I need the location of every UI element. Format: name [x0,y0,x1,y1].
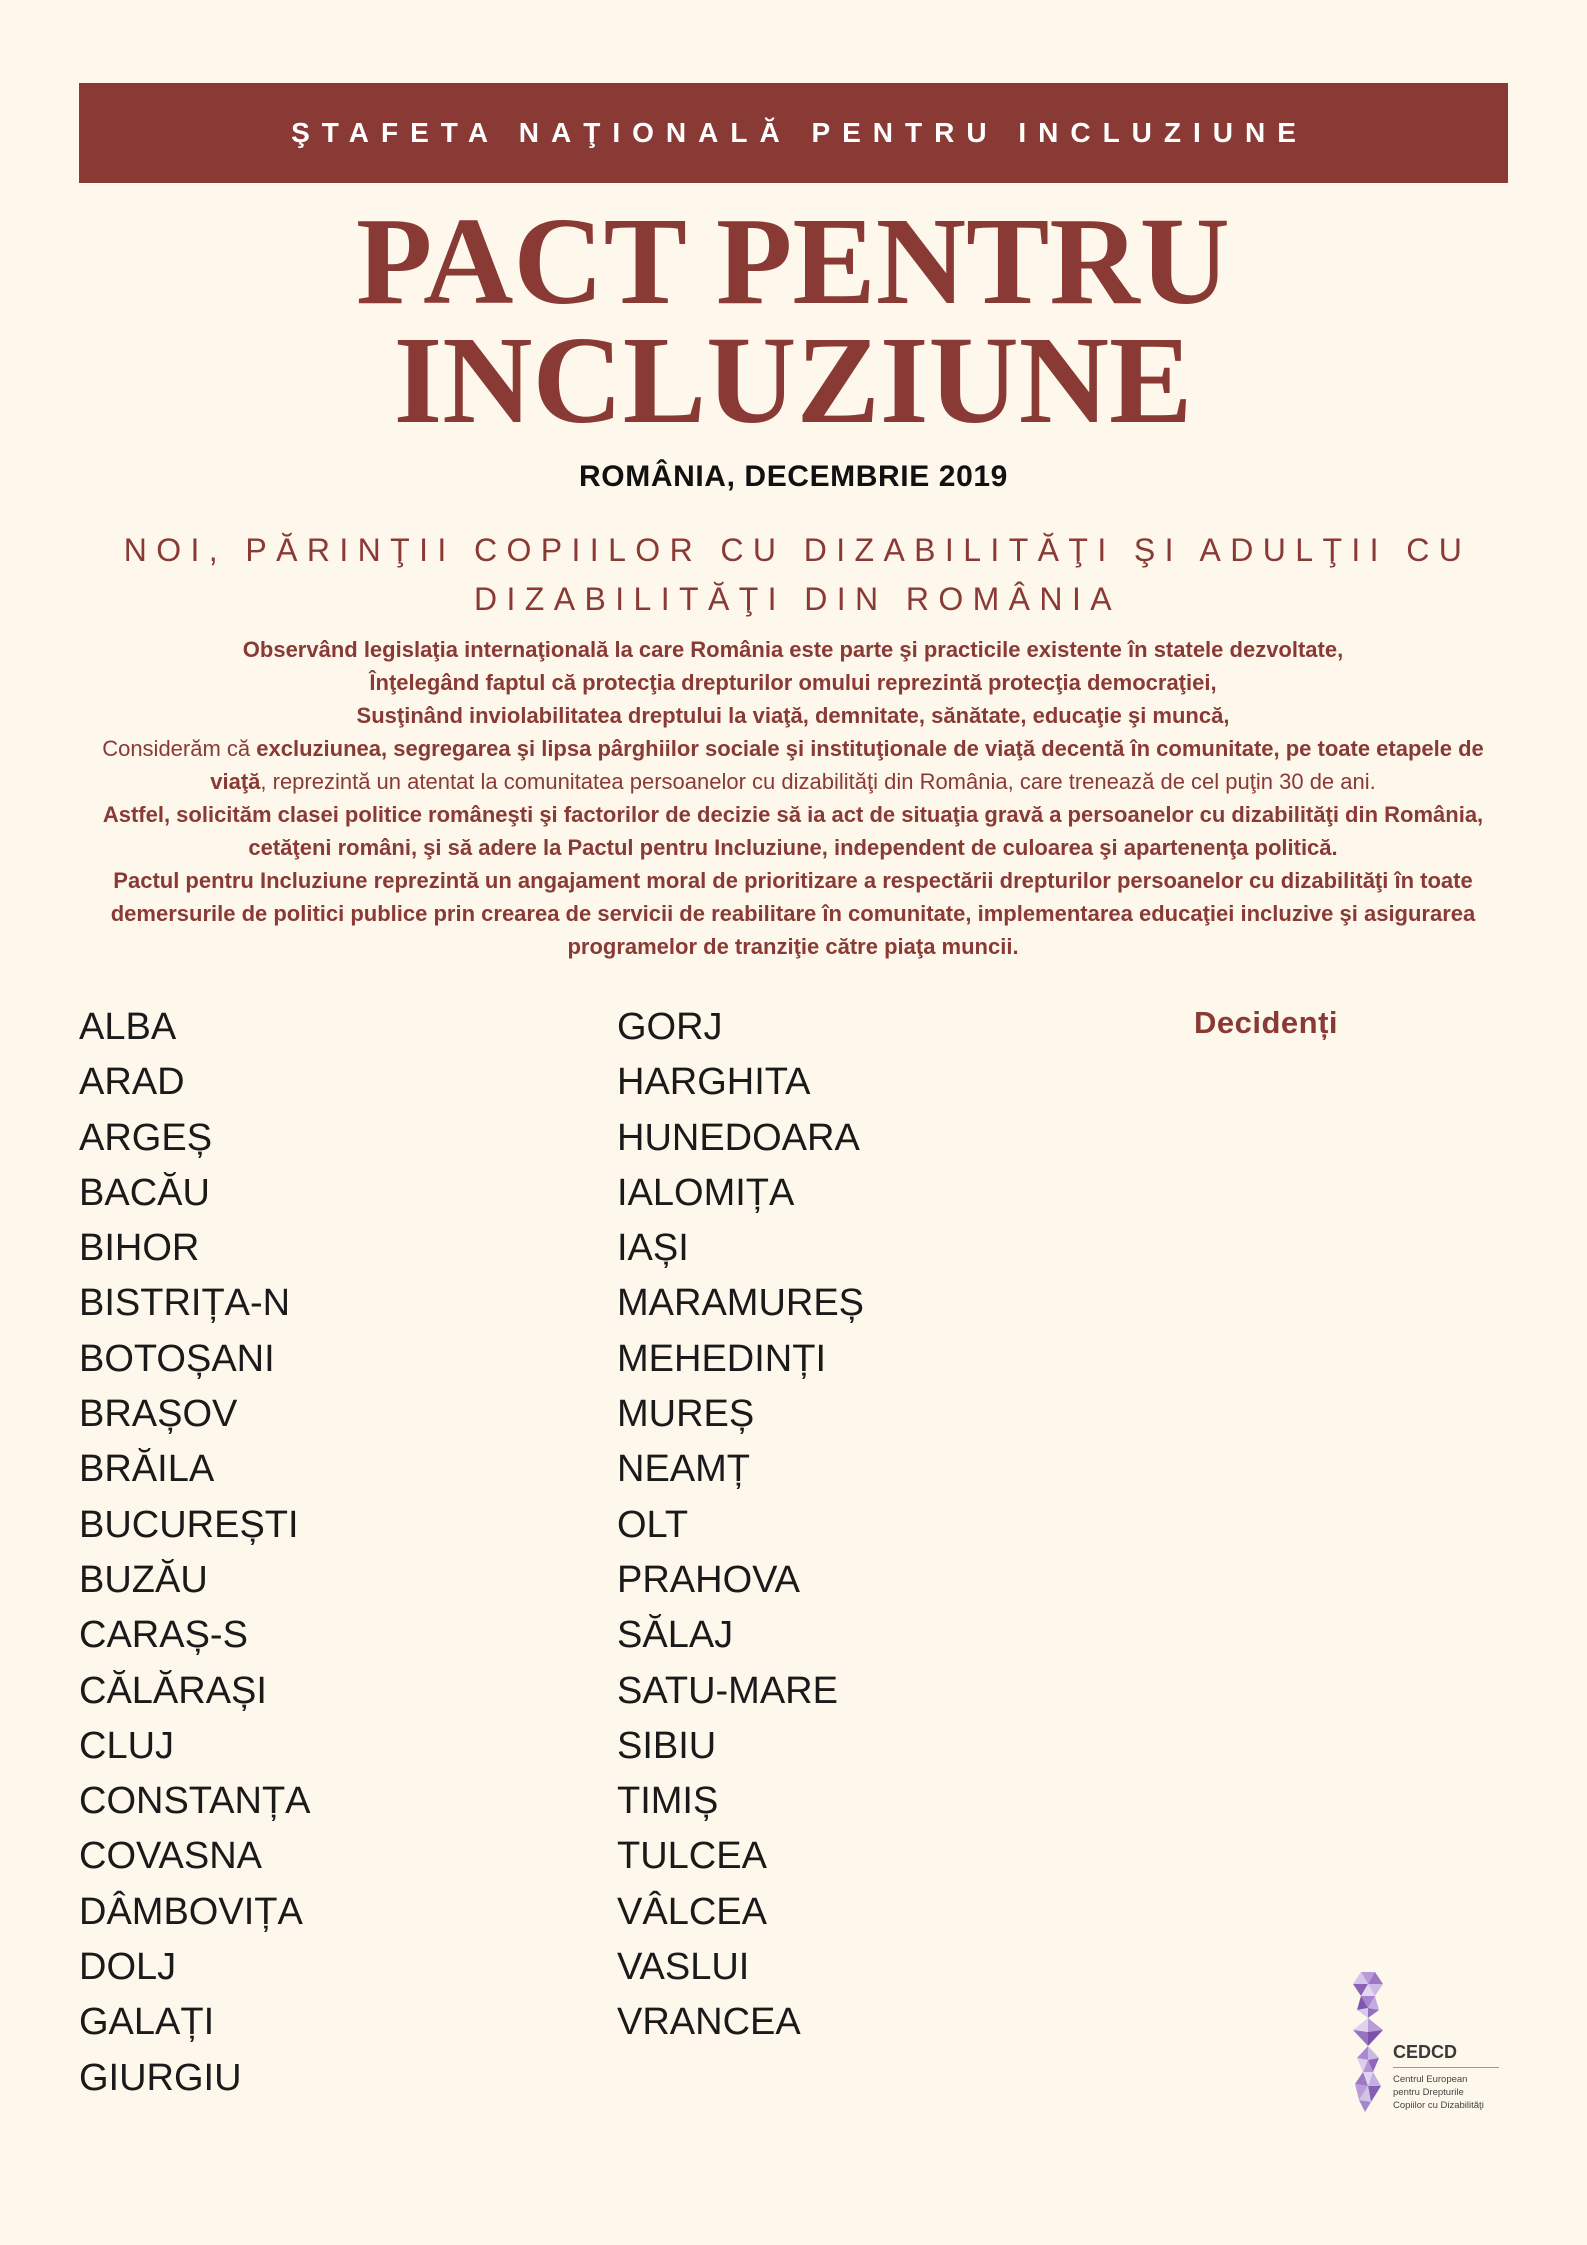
county-item: PRAHOVA [617,1558,801,1601]
county-item: CONSTANȚA [79,1780,311,1823]
county-item: OLT [617,1503,689,1546]
consideram-rest: , reprezintă un atentat la comunitatea persoanelor cu dizabilităţi din România, care trenează de cel puţin 30 de ani. [260,769,1376,794]
county-item: BOTOȘANI [79,1337,275,1380]
county-item: DOLJ [79,1946,177,1989]
county-item: BRAȘOV [79,1393,238,1436]
county-item: MUREȘ [617,1393,755,1436]
crystal-logo-icon [1349,1972,1387,2112]
pact-title: PACT PENTRU INCLUZIUNE [356,193,1230,450]
county-item: CĂLĂRAȘI [79,1669,267,1712]
county-item: MEHEDINȚI [617,1337,826,1380]
county-item: TULCEA [617,1835,767,1878]
county-item: BISTRIȚA-N [79,1282,291,1325]
county-item: VÂLCEA [617,1890,767,1933]
county-item: CLUJ [79,1724,175,1767]
intro-paragraph-pactul: Pactul pentru Incluziune reprezintă un angajament moral de prioritizare a respectării drepturilor persoanelor cu dizabilităţi în toate demersurile de politici publice prin crearea de servicii de reabilitare în comunitate, implementarea educaţiei incluzive şi asigurarea programelor de tranziţie către piaţa muncii. [110,868,1476,959]
intro-text [88,633,1498,963]
county-item: BRĂILA [79,1448,215,1491]
county-list-column-2 [617,1000,864,2051]
county-item: COVASNA [79,1835,263,1878]
county-item: SĂLAJ [617,1614,734,1657]
county-item: HARGHITA [617,1061,811,1104]
logo-name-line: Copiilor cu Dizabilităţi [1393,2100,1484,2111]
intro-paragraph-consideram [88,732,1498,798]
county-item: GALAȚI [79,2001,215,2044]
county-item: HUNEDOARA [617,1116,860,1159]
banner-title: ŞTAFETA NAŢIONALĂ PENTRU INCLUZIUNE [291,117,1308,148]
logo-name-line: Centrul European [1393,2074,1468,2085]
logo-name-line: pentru Drepturile [1393,2087,1464,2098]
county-item: IAȘI [617,1227,689,1270]
parents-heading: NOI, PĂRINŢII COPIILOR CU DIZABILITĂŢI ŞI ADULŢII CU DIZABILITĂŢI DIN ROMÂNIA [123,532,1472,617]
logo-divider [1393,2067,1499,2068]
top-banner [79,83,1508,183]
intro-paragraph-intelegand: Înţelegând faptul că protecţia drepturilor omului reprezintă protecţia democraţiei, [369,670,1217,695]
county-item: BUCUREȘTI [79,1503,299,1546]
logo-organization-name [1393,2073,1484,2112]
county-item: VASLUI [617,1946,750,1989]
county-item: NEAMȚ [617,1448,750,1491]
county-item: ALBA [79,1006,177,1048]
county-item: SIBIU [617,1724,717,1767]
consideram-lead: Considerăm că [102,736,257,761]
date-subtitle: ROMÂNIA, DECEMBRIE 2019 [579,460,1008,493]
county-item: BIHOR [79,1227,200,1270]
county-item: ARGEȘ [79,1116,213,1159]
county-item: CARAȘ-S [79,1614,248,1657]
county-list-column-1 [79,1000,311,2106]
county-item: BACĂU [79,1171,210,1214]
county-item: IALOMIȚA [617,1171,795,1214]
consideram-emphasis: excluziunea, segregarea şi lipsa pârghiilor sociale şi instituţionale de viaţă decentă în comunitate, pe toate etapele de viaţă [210,736,1484,794]
intro-paragraph-sustinand: Susţinând inviolabilitatea dreptului la viaţă, demnitate, sănătate, educaţie şi muncă, [356,703,1230,728]
intro-paragraph-astfel: Astfel, solicităm clasei politice româneşti şi factorilor de decizie să ia act de situaţia gravă a persoanelor cu dizabilităţi din România, cetăţeni români, şi să adere la Pactul pentru Incluziune, independent de culoarea şi apartenenţa politică. [102,802,1484,860]
county-item: BUZĂU [79,1558,208,1601]
county-item: DÂMBOVIȚA [79,1890,303,1933]
logo-acronym: CEDCD [1393,2042,1458,2062]
intro-paragraph-observand: Observând legislaţia internaţională la care România este parte şi practicile existente în statele dezvoltate, [242,637,1344,662]
decision-makers-label: Decidenți [1194,1005,1339,1040]
county-item: TIMIȘ [617,1780,719,1823]
county-item: GIURGIU [79,2056,242,2099]
county-item: ARAD [79,1061,185,1104]
county-item: MARAMUREȘ [617,1282,865,1325]
county-item: GORJ [617,1006,723,1048]
county-item: SATU-MARE [617,1669,838,1712]
county-item: VRANCEA [617,2001,801,2044]
